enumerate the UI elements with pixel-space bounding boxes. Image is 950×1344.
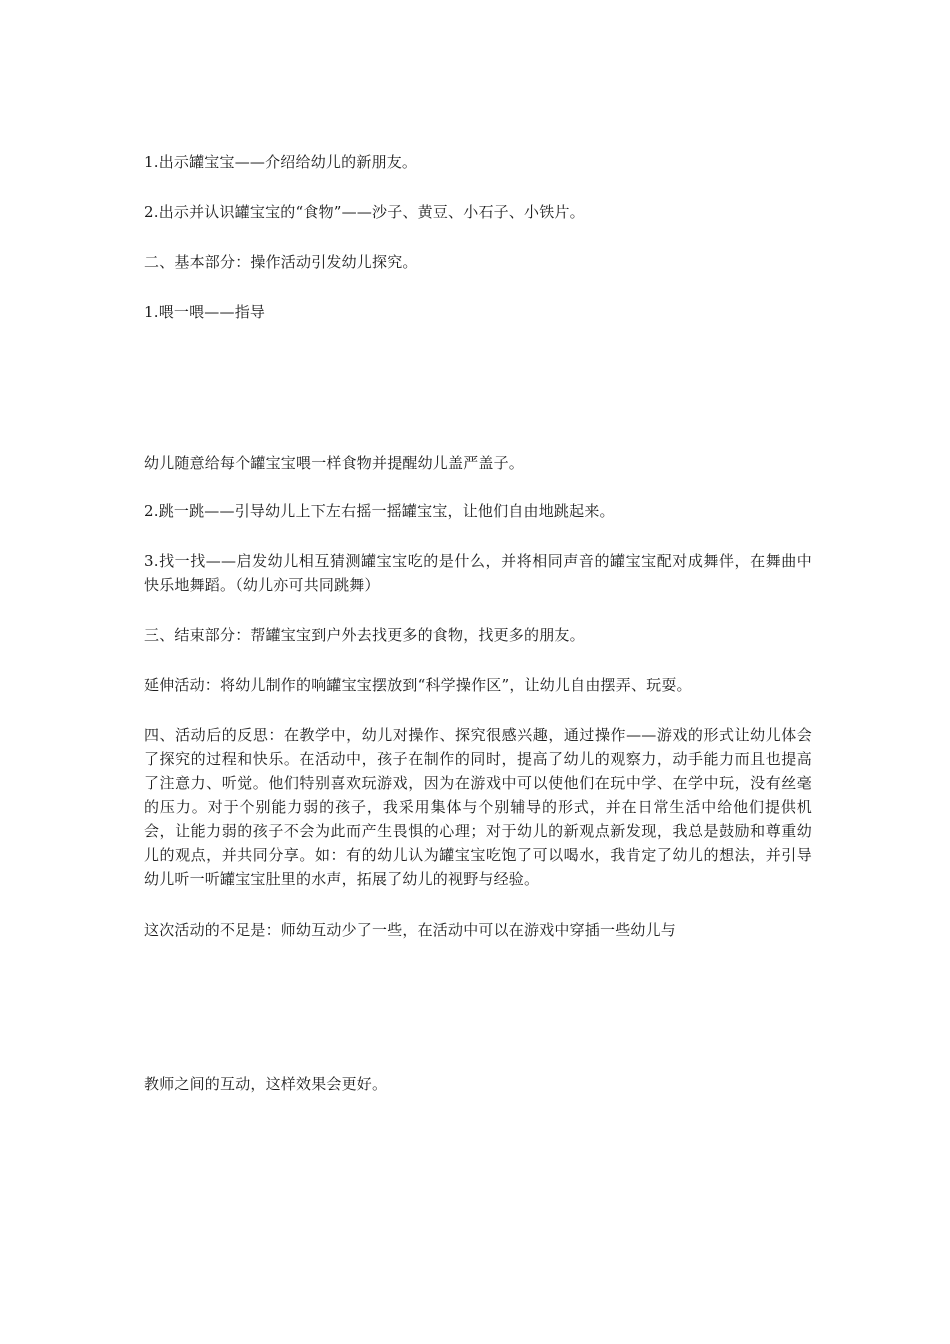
- step-feed-heading: 1.喂一喂——指导: [144, 303, 266, 321]
- shortcoming-paragraph: 这次活动的不足是：师幼互动少了一些，在活动中可以在游戏中穿插一些幼儿与: [144, 921, 677, 939]
- step-feed-detail: 幼儿随意给每个罐宝宝喂一样食物并提醒幼儿盖严盖子。: [144, 454, 525, 472]
- step-jump: 2.跳一跳——引导幼儿上下左右摇一摇罐宝宝，让他们自由地跳起来。: [144, 502, 615, 520]
- step-find: 3.找一找——启发幼儿相互猜测罐宝宝吃的是什么，并将相同声音的罐宝宝配对成舞伴，在舞曲中快乐地舞蹈。（幼儿亦可共同跳舞）: [144, 552, 812, 594]
- section-4-reflection: 四、活动后的反思：在教学中，幼儿对操作、探究很感兴趣，通过操作——游戏的形式让幼儿体会了探究的过程和快乐。在活动中，孩子在制作的同时，提高了幼儿的观察力，动手能力而且也提高了注意力、听觉。他们特别喜欢玩游戏，因为在游戏中可以使他们在玩中学、在学中玩，没有丝毫的压力。对于个别能力弱的孩子，我采用集体与个别辅导的形式，并在日常生活中给他们提供机会，让能力弱的孩子不会为此而产生畏惧的心理；对于幼儿的新观点新发现，我总是鼓励和尊重幼儿的观点，并共同分享。如：有的幼儿认为罐宝宝吃饱了可以喝水，我肯定了幼儿的想法，并引导幼儿听一听罐宝宝肚里的水声，拓展了幼儿的视野与经验。: [144, 726, 812, 888]
- step-1-intro: 1.出示罐宝宝——介绍给幼儿的新朋友。: [144, 153, 418, 171]
- extension-activity: 延伸活动：将幼儿制作的响罐宝宝摆放到“科学操作区”，让幼儿自由摆弄、玩耍。: [144, 676, 692, 694]
- section-2-heading: 二、基本部分：操作活动引发幼儿探究。: [144, 253, 418, 271]
- shortcoming-continuation: 教师之间的互动，这样效果会更好。: [144, 1075, 388, 1093]
- step-2-food: 2.出示并认识罐宝宝的“食物”——沙子、黄豆、小石子、小铁片。: [144, 203, 585, 221]
- section-3-ending: 三、结束部分：帮罐宝宝到户外去找更多的食物，找更多的朋友。: [144, 626, 585, 644]
